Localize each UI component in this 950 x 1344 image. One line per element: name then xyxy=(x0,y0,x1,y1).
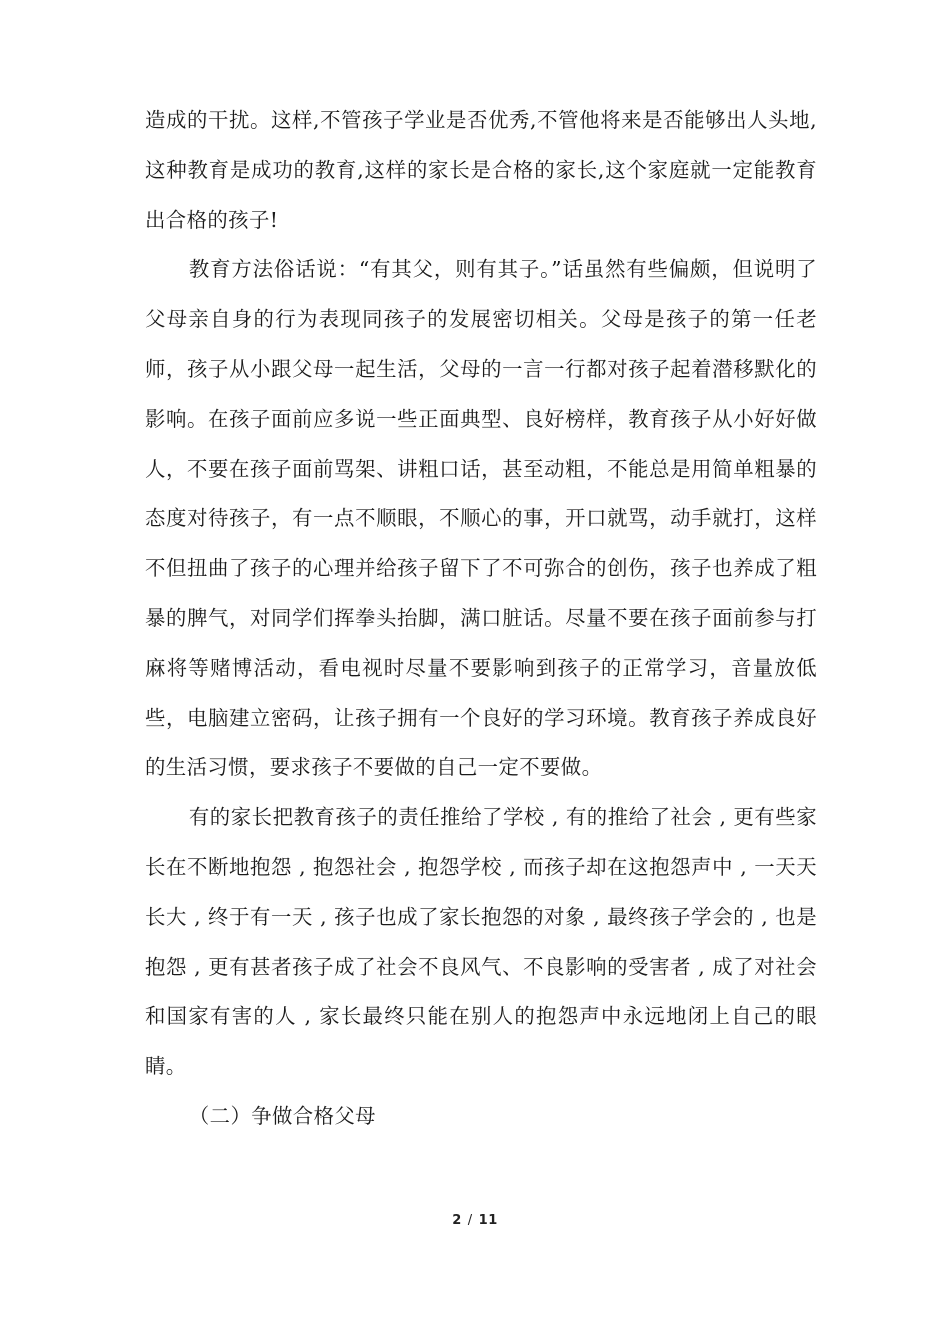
paragraph-parents-complaint: 有的家长把教育孩子的责任推给了学校 , 有的推给了社会 , 更有些家长在不断地抱怨 , 抱怨社会 , 抱怨学校 , 而孩子却在这抱怨声中 , 一天天长大 , 终于有一天 , 孩子也成了家长抱怨的对象 , 最终孩子学会的 , 也是抱怨 , 更有甚者孩子成了社会不良风气、不良影响的受害者 , 成了对社会和国家有害的人 , 家长最终只能在别人的抱怨声中永远地闭上自己的眼睛。 xyxy=(145,805,817,1079)
current-page-number: 2 xyxy=(452,1213,462,1228)
section-heading: （二）争做合格父母 xyxy=(188,1103,376,1128)
page-separator: / xyxy=(467,1213,473,1228)
document-body xyxy=(145,96,817,1142)
paragraph-continuation: 造成的干扰。这样,不管孩子学业是否优秀,不管他将来是否能够出人头地,这种教育是成功的教育,这样的家长是合格的家长,这个家庭就一定能教育出合格的孩子! xyxy=(145,108,817,232)
paragraph-education-method: 教育方法俗话说：“有其父，则有其子。”话虽然有些偏颇，但说明了父母亲自身的行为表现同孩子的发展密切相关。父母是孩子的第一任老师，孩子从小跟父母一起生活，父母的一言一行都对孩子起着潜移默化的影响。在孩子面前应多说一些正面典型、良好榜样，教育孩子从小好好做人，不要在孩子面前骂架、讲粗口话，甚至动粗，不能总是用简单粗暴的态度对待孩子，有一点不顺眼，不顺心的事，开口就骂，动手就打，这样不但扭曲了孩子的心理并给孩子留下了不可弥合的创伤，孩子也养成了粗暴的脾气，对同学们挥拳头抬脚，满口脏话。尽量不要在孩子面前参与打麻将等赌博活动，看电视时尽量不要影响到孩子的正常学习，音量放低些，电脑建立密码，让孩子拥有一个良好的学习环境。教育孩子养成良好的生活习惯，要求孩子不要做的自己一定不要做。 xyxy=(145,257,817,780)
page-number-footer xyxy=(0,1213,950,1228)
total-page-count: 11 xyxy=(478,1213,498,1228)
